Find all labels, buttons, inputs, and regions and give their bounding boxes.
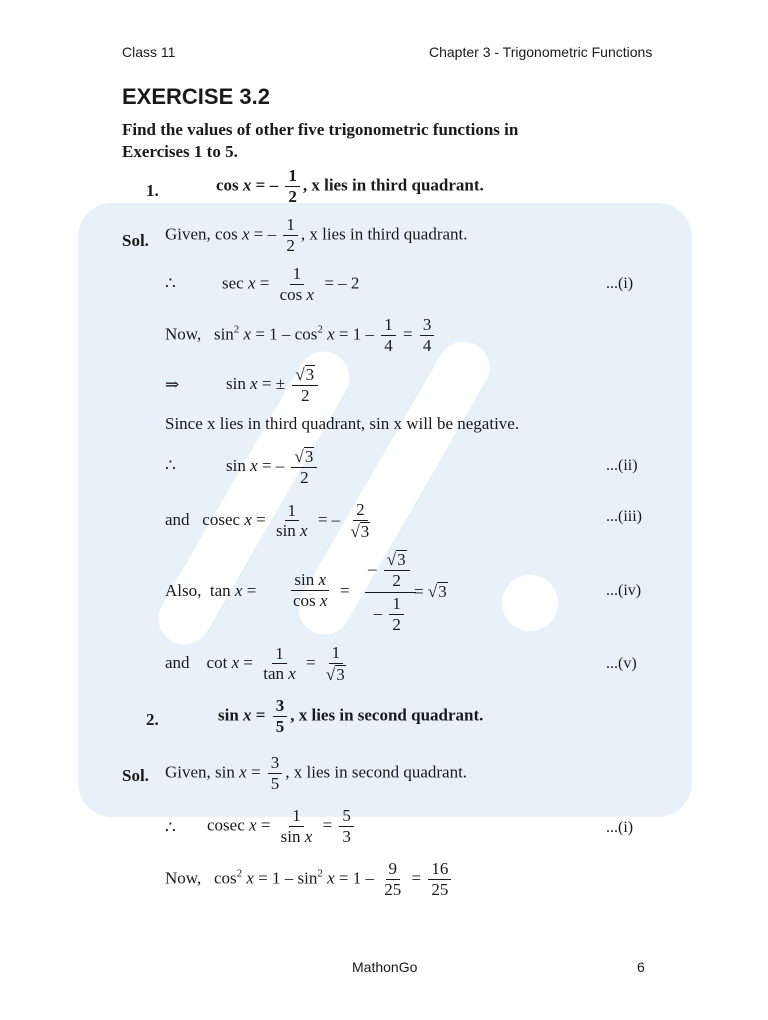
s1-sin2: Now, $\sin^2 x = 1 - \cos^2 x = 1$ – $\frac{1}{4}$ = $\frac{3}{4}$ [165, 315, 437, 356]
header-chapter: Chapter 3 - Trigonometric Functions [429, 44, 653, 60]
s1-cosec: and cosec x = $\frac{1}{\text{sin x}}$ = – $\frac{2}{√3}$ [165, 500, 370, 541]
page-number: 6 [637, 959, 645, 975]
header-class: Class 11 [122, 44, 176, 60]
footer-brand: MathonGo [352, 959, 418, 975]
sol2-label: Sol. [122, 766, 149, 785]
watermark-dot [502, 575, 558, 631]
ref-ii: ...(ii) [606, 457, 638, 474]
intro-line-2: Exercises 1 to 5. [122, 142, 238, 161]
intro-line-1: Find the values of other five trigonometric functions in [122, 120, 519, 139]
s1-tan-lhs: Also, tan x = [165, 581, 257, 600]
ref-iv: ...(iv) [606, 582, 642, 599]
ref-i: ...(i) [606, 275, 634, 292]
s2-cos2: Now, $\cos^2 x = 1 - \sin^2 x = 1$ – $\frac{9}{25}$ = $\frac{16}{25}$ [165, 859, 454, 900]
s2-cosec: cosec x = $\frac{1}{\text{sin x}}$ = $\frac{5}{3}$ [207, 806, 357, 847]
s2-given: Given, sin x = $\frac{3}{5}$ , x lies in second quadrant. [165, 753, 468, 793]
s1-given: Given, cos x = – $\frac{1}{2}$ , x lies in third quadrant. [165, 215, 468, 255]
given-word: Given, [165, 762, 211, 782]
equals-sign: = [340, 581, 350, 600]
q2-tail: , x lies in second quadrant. [290, 705, 484, 725]
implies-icon: ⇒ [165, 375, 180, 394]
therefore-icon-3: ∴ [165, 818, 176, 837]
q1-tail: , x lies in third quadrant. [302, 175, 484, 195]
s2-ref-i: ...(i) [606, 819, 634, 836]
q2-statement: sin x = $\frac{3}{5}$ , x lies in second quadrant. [218, 696, 484, 736]
s1-sin: sin x = – $\frac{√3}{2}$ [226, 446, 320, 488]
s1-tan-compound: – $\frac{√3}{2}$ – $\frac{1}{2}$ [365, 548, 416, 635]
given-word: Given, [165, 224, 211, 244]
s1-cot: and cot x = $\frac{1}{\text{tan x}}$ = $\frac{1}{√3}$ [165, 643, 345, 684]
s1-tan-frac: $\frac{\text{sin x}}{\text{cos x}}$ [293, 570, 328, 610]
s1-sin-pm: sin x = ± $\frac{√3}{2}$ [226, 364, 321, 406]
s2-given-tail: , x lies in second quadrant. [285, 762, 468, 782]
q1-statement: cos x = – $\frac{1}{2}$ , x lies in third quadrant. [216, 166, 484, 206]
therefore-icon: ∴ [165, 274, 176, 293]
s1-given-tail: , x lies in third quadrant. [300, 224, 468, 244]
therefore-icon-2: ∴ [165, 456, 176, 475]
s1-since: Since x lies in third quadrant, sin x will be negative. [165, 414, 520, 433]
ref-iii: ...(iii) [606, 508, 642, 525]
s1-tan-result: = √3 [414, 582, 447, 601]
sol1-label: Sol. [122, 231, 149, 250]
ref-v: ...(v) [606, 655, 637, 672]
exercise-title: EXERCISE 3.2 [122, 84, 270, 109]
s1-sec: sec x = $\frac{1}{\text{cos x}}$ = – 2 [222, 264, 360, 304]
q1-number: 1. [146, 181, 159, 200]
q2-number: 2. [146, 710, 159, 729]
